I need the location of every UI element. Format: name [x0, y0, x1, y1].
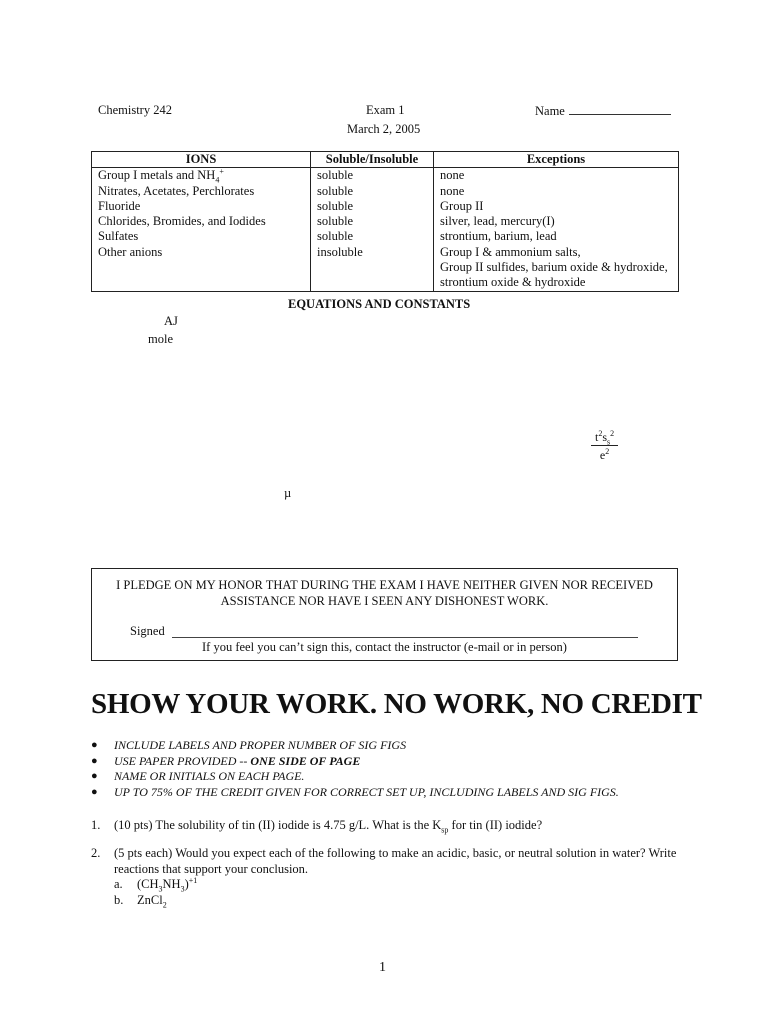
page-number: 1	[379, 960, 386, 975]
header-ions: IONS	[92, 152, 311, 168]
question-1	[91, 818, 542, 833]
exceptions-cell: none	[434, 184, 679, 199]
table-row	[92, 199, 679, 214]
ions-cell: Sulfates	[92, 229, 311, 244]
question-subscript: sp	[441, 825, 449, 835]
equations-heading: EQUATIONS AND CONSTANTS	[288, 297, 471, 311]
solubility-cell: soluble	[311, 199, 434, 214]
formula-text: NH	[162, 877, 181, 891]
ions-cell	[92, 168, 311, 184]
frac-t: t	[595, 430, 599, 444]
frac-e-exp: 2	[605, 447, 610, 456]
table-row	[92, 184, 679, 199]
pledge-line-2: ASSISTANCE NOR HAVE I SEEN ANY DISHONEST WORK.	[220, 594, 549, 608]
header-exceptions: Exceptions	[434, 152, 679, 168]
question-part-b	[114, 893, 691, 909]
fraction-numerator	[591, 430, 618, 446]
name-blank-line[interactable]	[569, 103, 671, 115]
exam-date: March 2, 2005	[347, 122, 421, 136]
name-field[interactable]	[535, 103, 671, 119]
signed-label: Signed	[130, 624, 165, 638]
rule-emphasis: ONE SIDE OF PAGE	[250, 753, 361, 768]
equation-fraction	[591, 430, 618, 463]
exceptions-cell: silver, lead, mercury(I)	[434, 214, 679, 229]
equation-fragment-aj: AJ	[164, 314, 178, 328]
bullet-icon: ●	[91, 785, 98, 798]
name-label: Name	[535, 104, 565, 118]
bullet-icon: ●	[91, 739, 98, 751]
ions-cell: Other anions	[92, 245, 311, 291]
frac-s: s	[602, 430, 608, 444]
question-text: (10 pts) The solubility of tin (II) iodide is 4.75 g/L. What is the K	[114, 818, 442, 832]
formula-charge: +1	[188, 875, 198, 885]
question-text: (5 pts each) Would you expect each of the following to make an acidic, basic, or neutral solution in water? Write	[114, 846, 677, 860]
rules-list	[91, 738, 619, 800]
solubility-cell: soluble	[311, 229, 434, 244]
table-row	[92, 214, 679, 229]
ions-cell: Chlorides, Bromides, and Iodides	[92, 214, 311, 229]
exceptions-line: strontium oxide & hydroxide	[440, 275, 586, 290]
bullet-icon: ●	[91, 770, 98, 782]
exam-title: Exam 1	[366, 103, 405, 117]
frac-e: e	[599, 448, 606, 462]
ions-cell: Nitrates, Acetates, Perchlorates	[92, 184, 311, 199]
show-work-heading: SHOW YOUR WORK. NO WORK, NO CREDIT	[91, 688, 702, 720]
honor-pledge-box	[91, 568, 678, 661]
list-item	[91, 769, 619, 785]
table-row	[92, 245, 679, 291]
list-item	[91, 785, 619, 801]
formula-text: (CH	[137, 877, 159, 891]
table-row	[92, 168, 679, 184]
header-solubility: Soluble/Insoluble	[311, 152, 434, 168]
rule-text: INCLUDE LABELS AND PROPER NUMBER OF SIG FIGS	[114, 738, 407, 752]
course-title: Chemistry 242	[98, 103, 172, 117]
rule-text: NAME OR INITIALS ON EACH PAGE.	[114, 769, 305, 783]
pledge-note: If you feel you can’t sign this, contact the instructor (e-mail or in person)	[202, 640, 567, 654]
rule-text: USE PAPER PROVIDED --	[114, 753, 251, 768]
formula-text: ZnCl	[137, 892, 163, 907]
ions-text: Group I metals and NH	[98, 168, 216, 183]
question-text: reactions that support your conclusion.	[114, 861, 309, 876]
table-header-row	[92, 152, 679, 168]
equation-fragment-mole: mole	[148, 332, 173, 346]
formula-sub: 3	[158, 884, 163, 894]
ions-superscript: +	[219, 167, 224, 177]
exceptions-cell: strontium, barium, lead	[434, 229, 679, 244]
part-label: b.	[114, 892, 124, 907]
question-number: 1.	[91, 818, 101, 832]
question-text-tail: for tin (II) iodide?	[448, 818, 543, 832]
fraction-denominator	[591, 446, 618, 463]
frac-s-exp: 2	[610, 429, 615, 438]
formula-sub: 3	[180, 884, 185, 894]
solubility-cell: soluble	[311, 184, 434, 199]
ions-subscript: 4	[215, 175, 220, 185]
signature-line[interactable]	[172, 637, 638, 638]
exceptions-line: Group II sulfides, barium oxide & hydroxide,	[440, 260, 668, 275]
frac-s-sub: s	[607, 437, 611, 447]
rule-text: UP TO 75% OF THE CREDIT GIVEN FOR CORRECT SET UP, INCLUDING LABELS AND SIG FIGS.	[114, 784, 619, 799]
frac-t-exp: 2	[598, 429, 603, 438]
ions-cell: Fluoride	[92, 199, 311, 214]
question-2	[91, 846, 691, 908]
exceptions-cell: none	[434, 168, 679, 184]
part-label: a.	[114, 877, 123, 891]
question-number: 2.	[91, 846, 101, 860]
exceptions-cell	[434, 245, 679, 291]
solubility-table	[91, 151, 679, 292]
solubility-cell: soluble	[311, 214, 434, 229]
question-part-a	[114, 877, 691, 893]
exceptions-line: Group I & ammonium salts,	[440, 244, 581, 259]
formula-text: )	[184, 877, 189, 891]
exceptions-cell: Group II	[434, 199, 679, 214]
bullet-icon: ●	[91, 754, 98, 767]
formula-sub: 2	[162, 900, 167, 909]
list-item	[91, 754, 619, 770]
solubility-cell: insoluble	[311, 245, 434, 291]
solubility-cell: soluble	[311, 168, 434, 184]
equation-fragment-mu: µ	[284, 486, 292, 500]
question-body	[114, 846, 691, 908]
list-item	[91, 738, 619, 754]
table-row	[92, 229, 679, 244]
pledge-line-1: I PLEDGE ON MY HONOR THAT DURING THE EXAM I HAVE NEITHER GIVEN NOR RECEIVED	[116, 578, 653, 592]
